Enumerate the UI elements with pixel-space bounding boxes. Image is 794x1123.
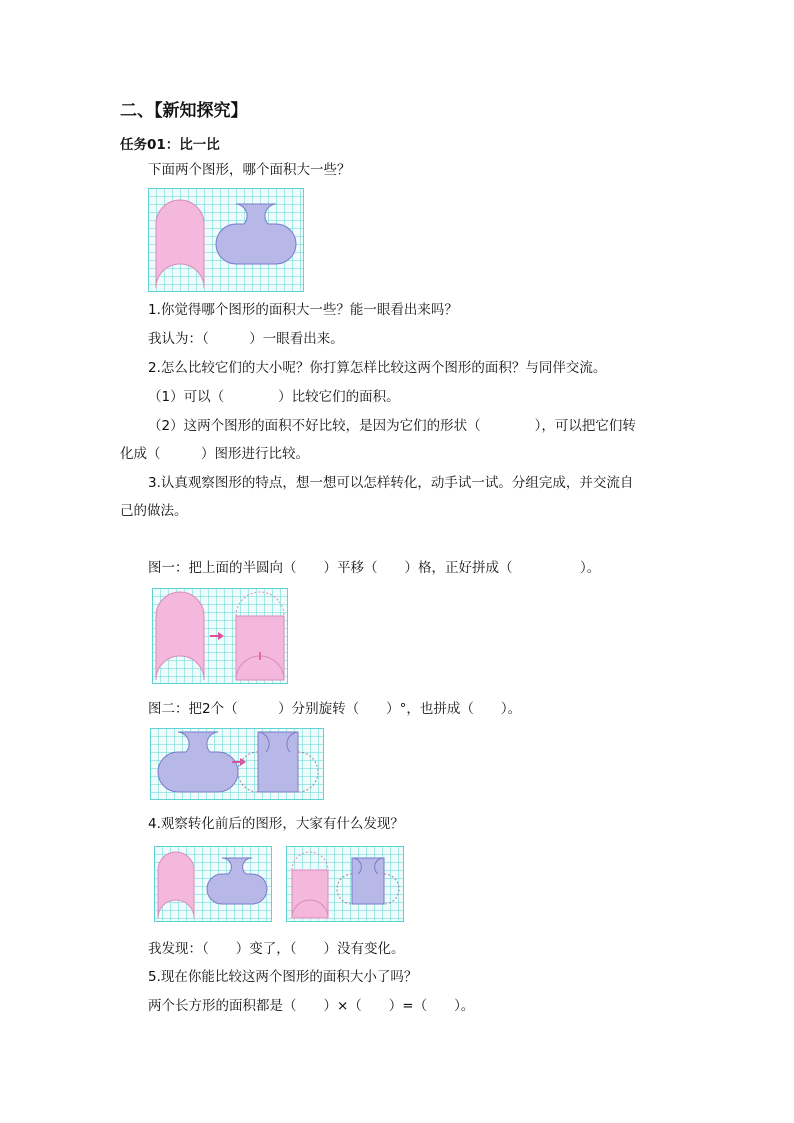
question-2-part-2-line-2: 化成（ ）图形进行比较。: [120, 446, 309, 462]
figure-original-shapes: [148, 188, 304, 292]
pink-rectangle: [292, 870, 328, 918]
question-1-answer: 我认为：（ ）一眼看出来。: [148, 331, 344, 347]
figure-2-vase-rotation: [150, 728, 324, 800]
question-1: 1.你觉得哪个图形的面积大一些？能一眼看出来吗？: [148, 302, 458, 318]
question-3-line-2: 己的做法。: [120, 503, 188, 519]
task-title: 任务01：比一比: [120, 137, 220, 153]
figure-1-arch-translation: [152, 588, 288, 684]
purple-rectangle: [352, 858, 384, 904]
rectangle-result: [236, 616, 284, 680]
figure-2-caption: 图二：把2个（ ）分别旋转（ ）°，也拼成（ ）。: [148, 701, 522, 717]
figure-3-before: [154, 846, 272, 922]
section-title: 二、【新知探究】: [120, 101, 248, 121]
rectangle-result: [258, 732, 298, 792]
question-5-answer: 两个长方形的面积都是（ ）×（ ）=（ ）。: [148, 998, 475, 1014]
question-2: 2.怎么比较它们的大小呢？你打算怎样比较这两个图形的面积？与同伴交流。: [148, 360, 607, 376]
question-4-answer: 我发现：（ ）变了，（ ）没有变化。: [148, 941, 405, 957]
question-4: 4.观察转化前后的图形，大家有什么发现？: [148, 816, 404, 832]
question-5: 5.现在你能比较这两个图形的面积大小了吗？: [148, 969, 418, 985]
question-2-part-2-line-1: （2）这两个图形的面积不好比较，是因为它们的形状（ ），可以把它们转: [148, 418, 636, 434]
question-2-part-1: （1）可以（ ）比较它们的面积。: [148, 389, 400, 405]
question-3-line-1: 3.认真观察图形的特点，想一想可以怎样转化，动手试一试。分组完成，并交流自: [148, 475, 634, 491]
figure-3-after: [286, 846, 404, 922]
intro-question: 下面两个图形，哪个面积大一些？: [148, 162, 351, 178]
figure-1-caption: 图一：把上面的半圆向（ ）平移（ ）格，正好拼成（ ）。: [148, 560, 601, 576]
